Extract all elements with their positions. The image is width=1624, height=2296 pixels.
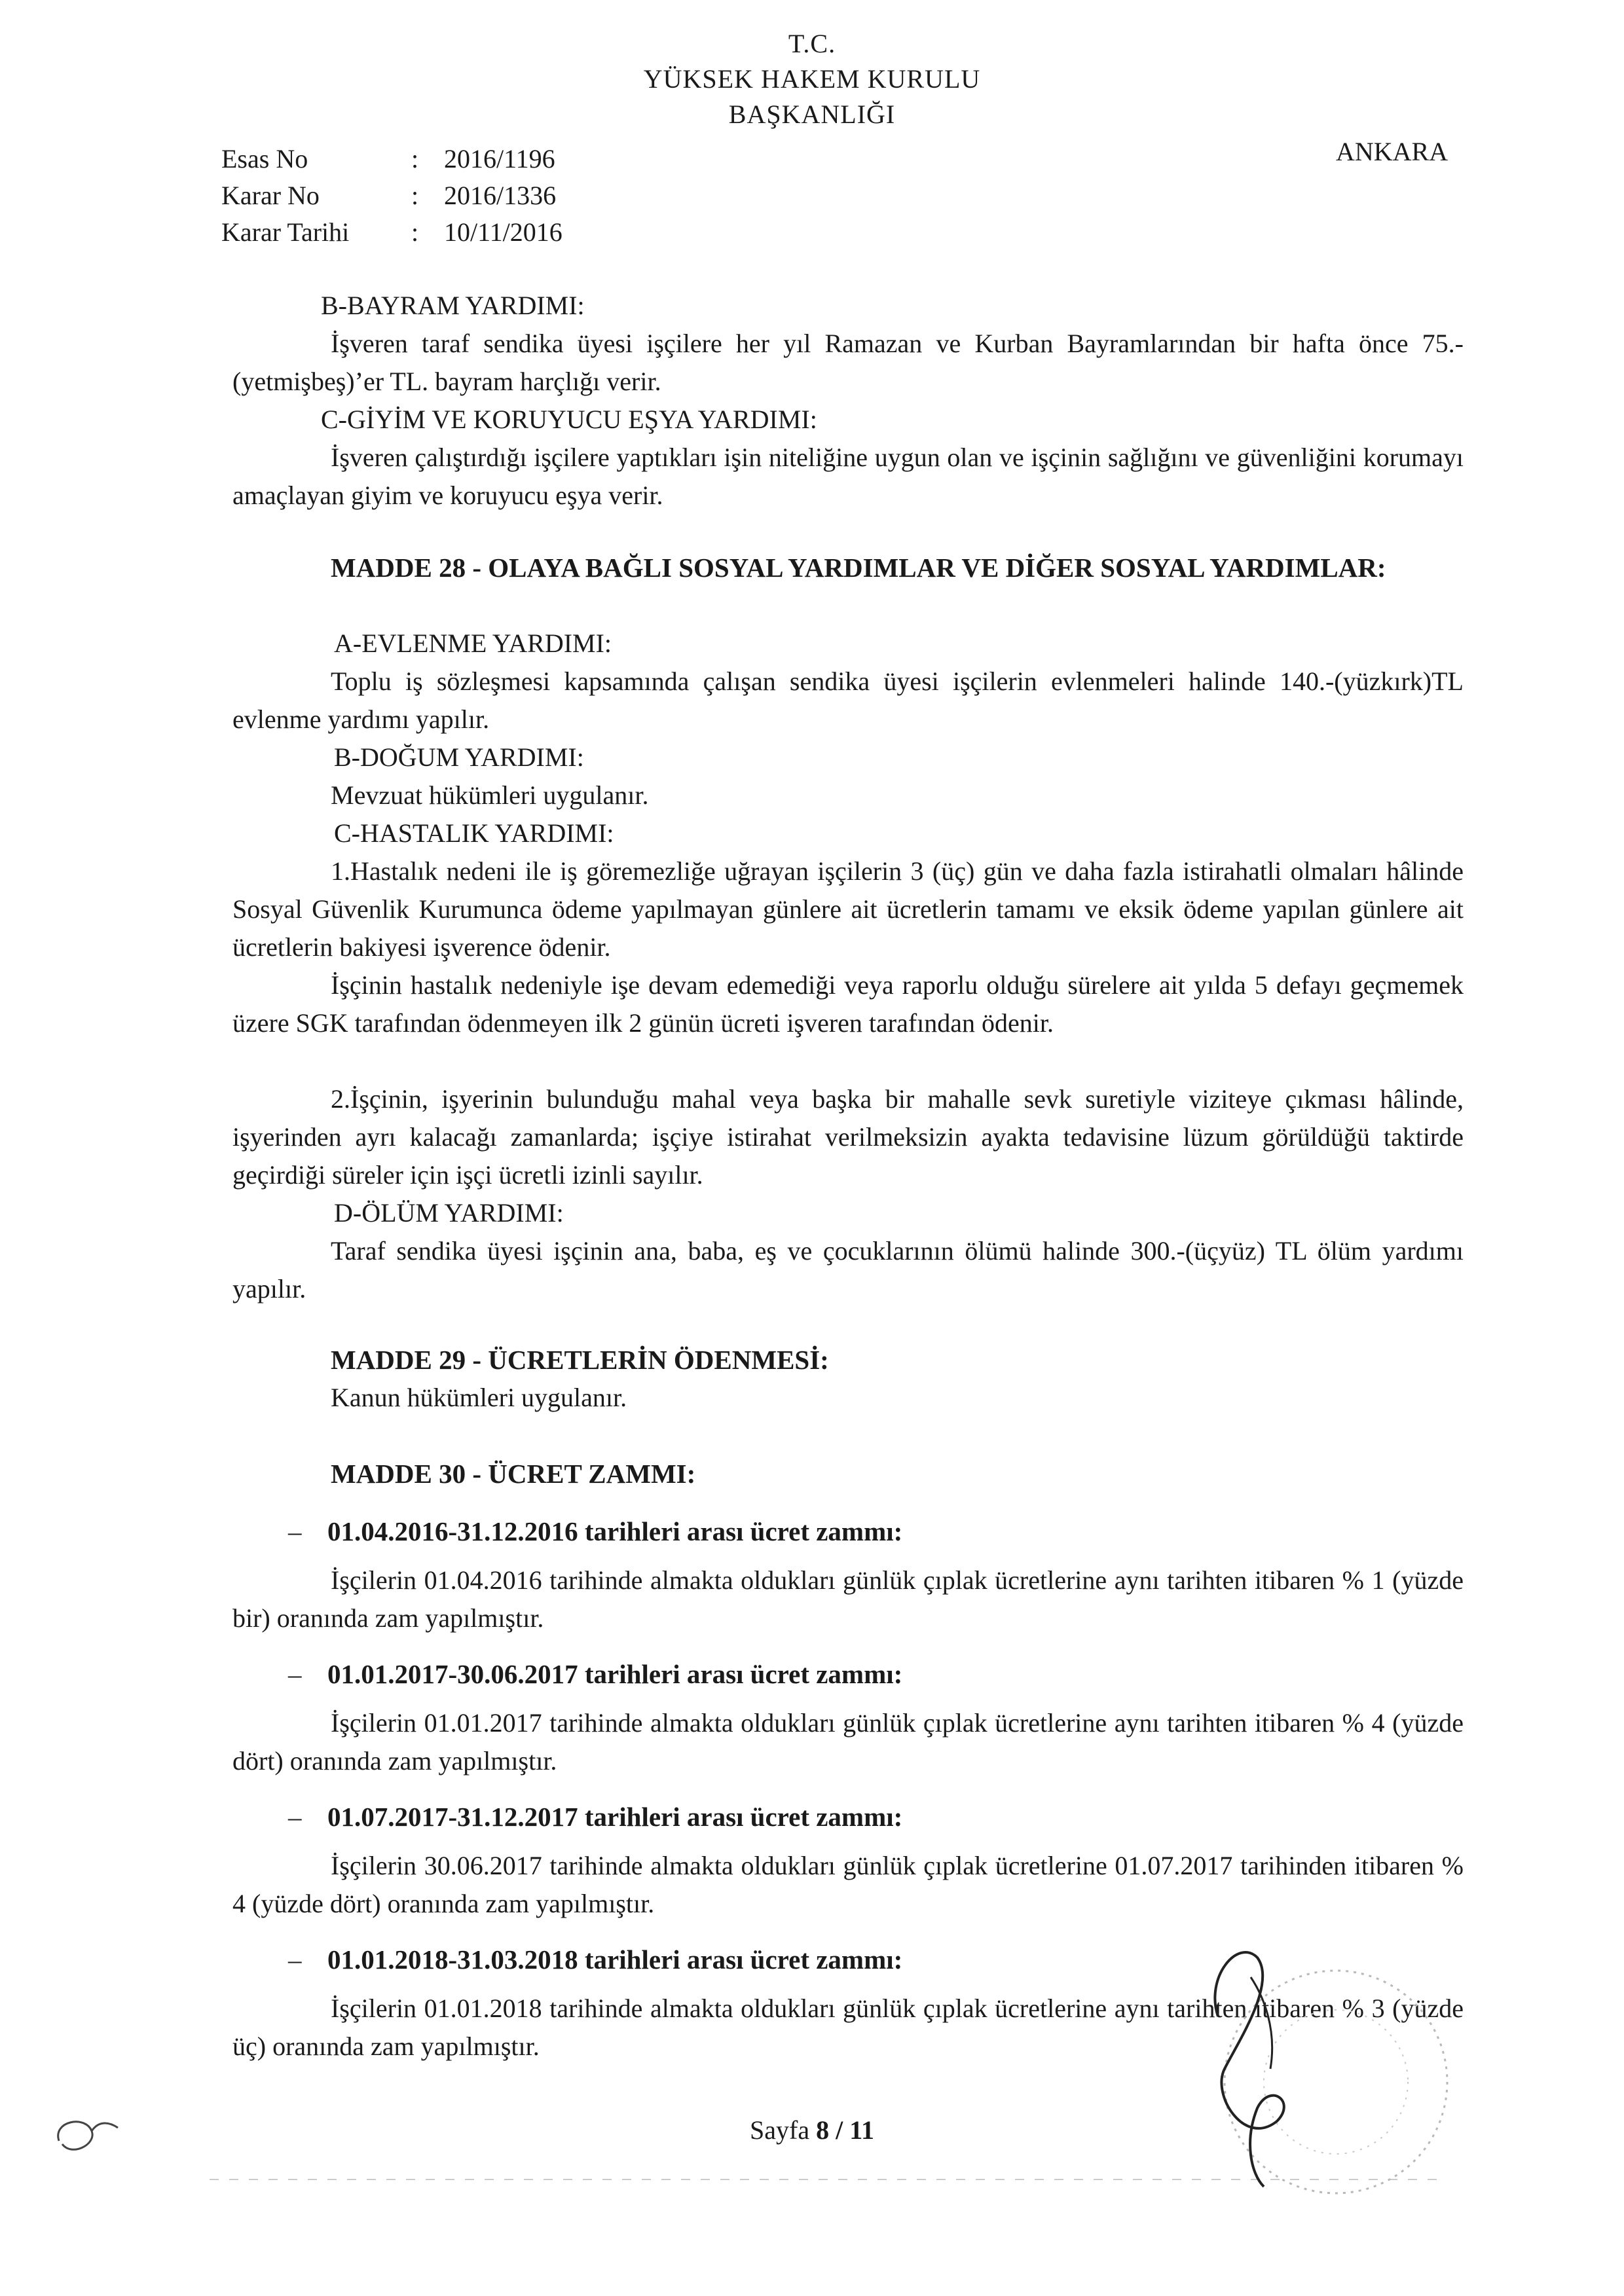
sickness-aid-item-1b: İşçinin hastalık nedeniyle işe devam edemediği veya raporlu olduğu sürelere ait yılda 5 defayı geçmemek üzere SGK tarafından ödenmeyen ilk 2 günün ücreti işveren tarafından ödenir.	[232, 970, 1464, 1038]
case-number-label: Esas No	[221, 144, 308, 173]
sickness-aid-title: C-HASTALIK YARDIMI:	[334, 818, 614, 848]
raise-period-4-text: İşçilerin 01.01.2018 tarihinde almakta oldukları günlük çıplak ücretlerine aynı tarihten itibaren % 3 (yüzde üç) oranında zam yapılmıştır.	[232, 1994, 1464, 2061]
page-number: 8 / 11	[816, 2115, 874, 2145]
section-b-text: İşveren taraf sendika üyesi işçilere her yıl Ramazan ve Kurban Bayramlarından bir hafta önce 75.-(yetmişbeş)’er TL. bayram harçlığı verir.	[232, 329, 1464, 396]
decision-number-row	[221, 177, 556, 214]
sickness-aid-item-1: 1.Hastalık nedeni ile iş göremezliğe uğrayan işçilerin 3 (üç) gün ve daha fazla istirahatli olmaları hâlinde Sosyal Güvenlik Kurumunca ödeme yapılmayan günlere ait ücretlerin tamamı ve eksik ödeme yapılan günlere ait ücretlerin bakiyesi işverence ödenir.	[232, 856, 1464, 962]
decision-number-label: Karar No	[221, 181, 320, 210]
death-aid-text: Taraf sendika üyesi işçinin ana, baba, eş ve çocuklarının ölümü halinde 300.-(üçyüz) TL ölüm yardımı yapılır.	[232, 1236, 1464, 1303]
section-c-title: C-GİYİM VE KORUYUCU EŞYA YARDIMI:	[321, 405, 817, 434]
meta-colon: :	[411, 144, 419, 173]
birth-aid-text: Mevzuat hükümleri uygulanır.	[331, 780, 649, 810]
dash-bullet: –	[288, 1802, 302, 1832]
raise-period-3-label: 01.07.2017-31.12.2017 tarihleri arası ücret zammı:	[327, 1802, 903, 1832]
page-label: Sayfa	[750, 2115, 810, 2145]
header-department: BAŞKANLIĞI	[728, 100, 896, 129]
marriage-aid-text: Toplu iş sözleşmesi kapsamında çalışan sendika üyesi işçilerin evlenmeleri halinde 140.-(yüzkırk)TL evlenme yardımı yapılır.	[232, 666, 1464, 734]
sickness-aid-item-2: 2.İşçinin, işyerinin bulunduğu mahal veya başka bir mahalle sevk suretiyle viziteye çıkması hâlinde, işyerinden ayrı kalacağı zamanlarda; işçiye istirahat verilmeksizin ayakta tedavisine lüzum görüldüğü taktirde geçirdiği süreler için işçi ücretli izinli sayılır.	[232, 1084, 1464, 1190]
raise-period-1-text: İşçilerin 01.04.2016 tarihinde almakta oldukları günlük çıplak ücretlerine aynı tarihten itibaren % 1 (yüzde bir) oranında zam yapılmıştır.	[232, 1565, 1464, 1633]
raise-period-2-text: İşçilerin 01.01.2017 tarihinde almakta oldukları günlük çıplak ücretlerine aynı tarihten itibaren % 4 (yüzde dört) oranında zam yapılmıştır.	[232, 1708, 1464, 1776]
raise-period-1-label: 01.04.2016-31.12.2016 tarihleri arası ücret zammı:	[327, 1516, 903, 1546]
header-institution: YÜKSEK HAKEM KURULU	[643, 64, 981, 94]
case-number-value: 2016/1196	[444, 144, 555, 173]
raise-period-1	[288, 1512, 1441, 1550]
article-29-title: MADDE 29 - ÜCRETLERİN ÖDENMESİ:	[331, 1345, 829, 1375]
raise-period-2-label: 01.01.2017-30.06.2017 tarihleri arası ücret zammı:	[327, 1659, 903, 1689]
header-city: ANKARA	[1336, 137, 1449, 166]
decision-date-label: Karar Tarihi	[221, 217, 350, 247]
header-tc: T.C.	[788, 29, 836, 58]
section-b-title: B-BAYRAM YARDIMI:	[321, 291, 585, 320]
decision-date-value: 10/11/2016	[444, 217, 563, 247]
meta-colon: :	[411, 217, 419, 247]
raise-period-2	[288, 1655, 1441, 1693]
decision-date-row	[221, 214, 563, 251]
section-c-text: İşveren çalıştırdığı işçilere yaptıkları işin niteliğine uygun olan ve işçinin sağlığını ve güvenliğini korumayı amaçlayan giyim ve koruyucu eşya verir.	[232, 443, 1464, 510]
article-28-title: MADDE 28 - OLAYA BAĞLI SOSYAL YARDIMLAR VE DİĞER SOSYAL YARDIMLAR:	[331, 553, 1386, 583]
raise-period-3	[288, 1798, 1441, 1836]
article-29-text: Kanun hükümleri uygulanır.	[331, 1383, 627, 1412]
meta-colon: :	[411, 181, 419, 210]
handwritten-initial-mark	[46, 2102, 131, 2167]
signature-and-stamp	[1139, 1899, 1506, 2226]
dash-bullet: –	[288, 1516, 302, 1546]
birth-aid-title: B-DOĞUM YARDIMI:	[334, 742, 584, 772]
death-aid-title: D-ÖLÜM YARDIMI:	[334, 1198, 564, 1228]
dash-bullet: –	[288, 1944, 302, 1975]
raise-period-3-text: İşçilerin 30.06.2017 tarihinde almakta oldukları günlük çıplak ücretlerine 01.07.2017 tarihinden itibaren % 4 (yüzde dört) oranında zam yapılmıştır.	[232, 1851, 1464, 1918]
raise-period-4-label: 01.01.2018-31.03.2018 tarihleri arası ücret zammı:	[327, 1944, 903, 1975]
decision-number-value: 2016/1336	[444, 181, 557, 210]
case-number-row	[221, 141, 555, 177]
dash-bullet: –	[288, 1659, 302, 1689]
article-30-title: MADDE 30 - ÜCRET ZAMMI:	[331, 1459, 696, 1489]
marriage-aid-title: A-EVLENME YARDIMI:	[334, 629, 612, 658]
